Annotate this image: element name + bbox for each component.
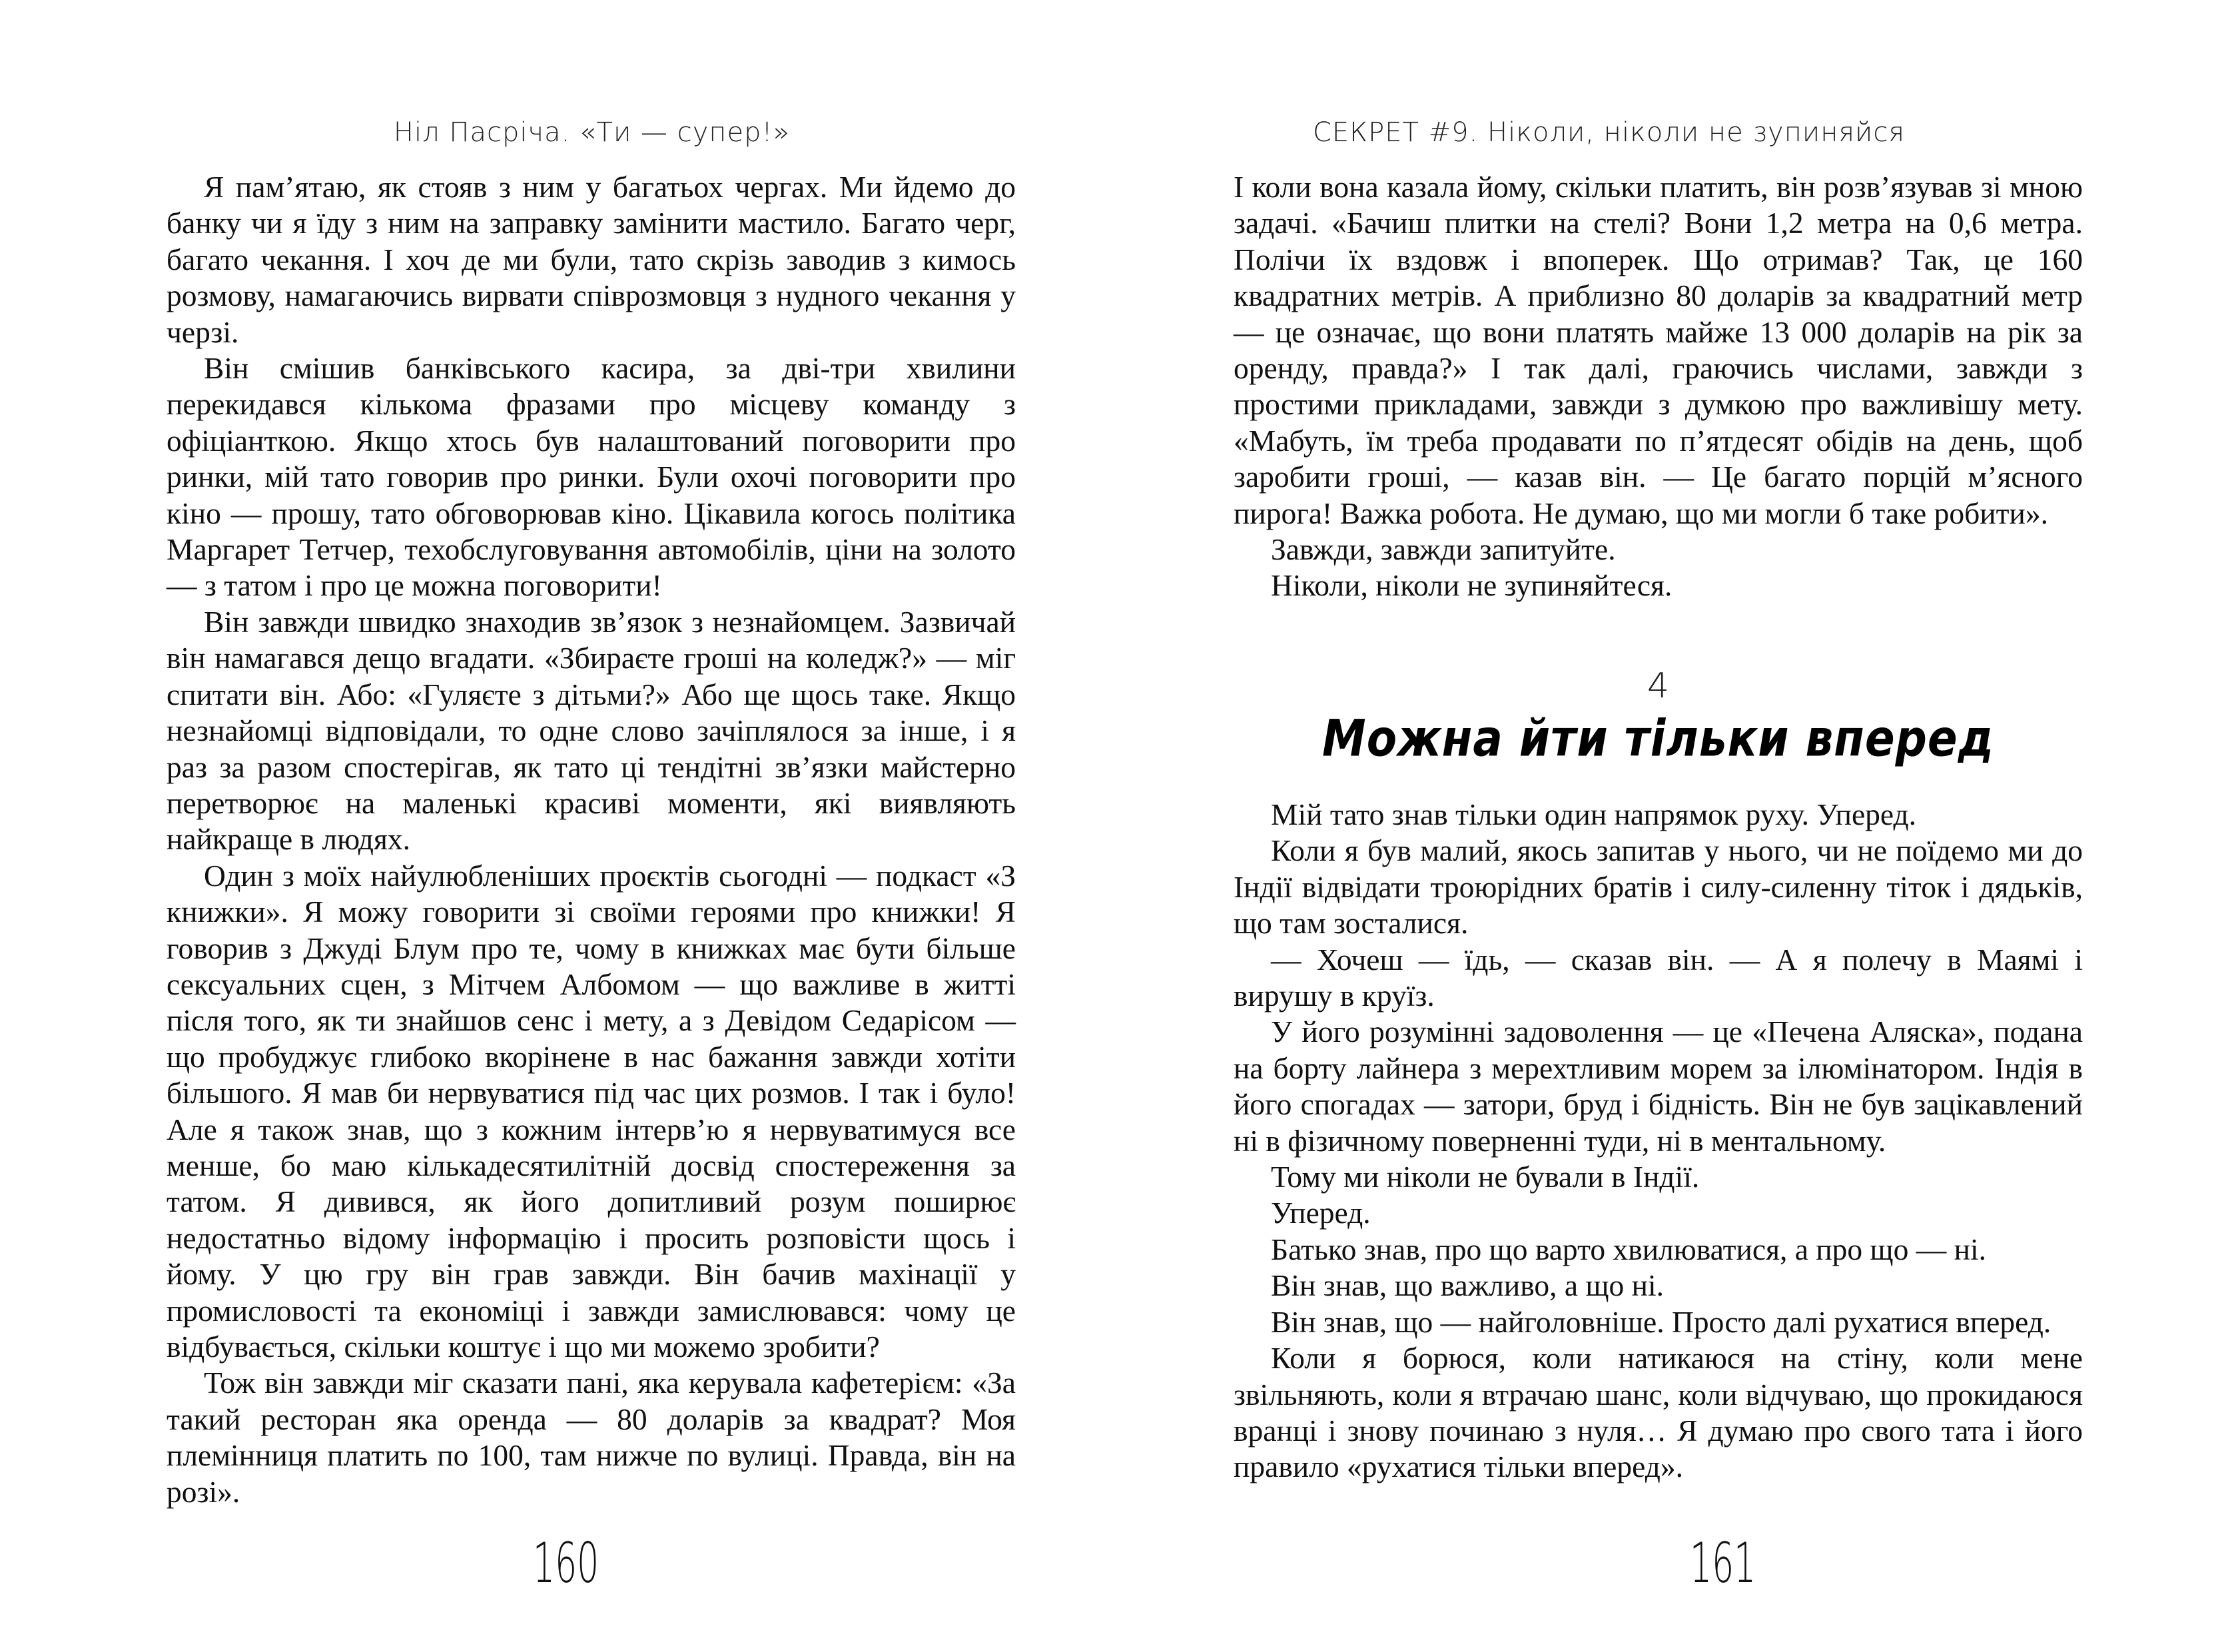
paragraph: У його розумінні задоволення — це «Печена Аляска», подана на борту лайнера з мерехтливим морем за ілюмінатором. Індія в його спогадах — затори, бруд і бідність. Він не був зацікавлений ні в фізичному поверненні туди, ні в ментальному. (1234, 1015, 2083, 1158)
paragraph: І коли вона казала йому, скільки платить, він розв’язував зі мною задачі. «Бачиш плитки на стелі? Вони 1,2 метра на 0,6 метра. Полічи їх вздовж і впоперек. Що отримав? Так, це 160 квадратних метрів. А приблизно 80 доларів за квадратний метр — це означає, що вони платять майже 13 000 доларів на рік за оренду, правда?» І так далі, граючись числами, завжди з простими прикладами, завжди з думкою про важливішу мету. «Мабуть, їм треба продавати по п’ятдесят обідів на день, щоб заробити гроші, — казав він. — Це багато порцій м’ясного пирога! Важка робота. Не думаю, що ми могли б таке робити». (1234, 170, 2083, 530)
paragraph: — Хочеш — їдь, — сказав він. — А я полечу в Маямі і вирушу в круїз. (1234, 942, 2083, 1013)
paragraph: Мій тато знав тільки один напрямок руху. Уперед. (1271, 797, 1917, 831)
page-number-right: 161 (1690, 1532, 1756, 1596)
right-body-text-top (1234, 169, 2083, 604)
running-head-right: СЕКРЕТ #9. Ніколи, ніколи не зупиняйся (1312, 117, 1906, 148)
paragraph: Батько знав, про що варто хвилюватися, а про що — ні. (1271, 1232, 1986, 1266)
right-body-text-bottom (1234, 797, 2083, 1485)
page-number-left: 160 (533, 1532, 599, 1596)
paragraph: Один з моїх найулюбленіших проєктів сьогодні — подкаст «З книжки». Я можу говорити зі своїми героями про книжки! Я говорив з Джуді Блум про те, чому в книжках має бути більше сексуальних сцен, з Мітчем Албомом — що важливе в житті після того, як ти знайшов сенс і мету, а з Девідом Седарісом — що пробуджує глибоко вкорінене в нас бажання завжди хотіти більшого. Я мав би нервуватися під час цих розмов. І так і було! Але я також знав, що з кожним інтерв’ю я нервуватимуся все менше, бо маю кількадесятилітній досвід спостереження за татом. Я дивився, як його допитливий розум поширює недостатньо відому інформацію і просить розповісти щось і йому. У цю гру він грав завжди. Він бачив махінації у промисловості та економіці і завжди замислювався: чому це відбувається, скільки коштує і що ми можемо зробити? (167, 858, 1016, 1364)
chapter-title: Можна йти тільки вперед (1322, 709, 1994, 768)
paragraph: Завжди, завжди запитуйте. (1271, 532, 1616, 567)
right-page (1117, 0, 2234, 1652)
paragraph: Коли я був малий, якось запитав у нього, чи не поїдемо ми до Індії відвідати троюрідних братів і силу-силенну тіток і дядьків, що там зосталися. (1234, 833, 2083, 941)
chapter-number: 4 (1647, 666, 1670, 706)
paragraph: Він знав, що важливо, а що ні. (1271, 1268, 1664, 1303)
paragraph: Він смішив банківського касира, за дві-три хвилини перекидався кількома фразами про місцеву команду з офіціанткою. Якщо хтось був налаштований поговорити про ринки, мій тато говорив про ринки. Були охочі поговорити про кіно — прошу, тато обговорював кіно. Цікавила когось політика Маргарет Тетчер, техобслуговування автомобілів, ціни на золото — з татом і про це можна поговорити! (167, 351, 1016, 603)
paragraph: Тож він завжди міг сказати пані, яка керувала кафетерієм: «За такий ресторан яка оренда — 80 доларів за квадрат? Моя племінниця платить по 100, там нижче по вулиці. Правда, він на розі». (167, 1366, 1016, 1509)
paragraph: Уперед. (1271, 1196, 1371, 1230)
paragraph: Ніколи, ніколи не зупиняйтеся. (1271, 568, 1673, 603)
left-body-text (167, 169, 1016, 1510)
paragraph: Він завжди швидко знаходив зв’язок з незнайомцем. Зазвичай він намагався дещо вгадати. «Збираєте гроші на коледж?» — міг спитати він. Або: «Гуляєте з дітьми?» Або ще щось таке. Якщо незнайомці відповідали, то одне слово зачіплялося за інше, і я раз за разом спостерігав, як тато ці тендітні зв’язки майстерно перетворює на маленькі красиві моменти, які виявляють найкраще в людях. (167, 604, 1016, 857)
running-head-left: Ніл Пасріча. «Ти — супер!» (393, 117, 791, 148)
paragraph: Він знав, що — найголовніше. Просто далі рухатися вперед. (1271, 1304, 2051, 1339)
paragraph: Тому ми ніколи не бували в Індії. (1271, 1160, 1700, 1194)
paragraph: Я пам’ятаю, як стояв з ним у багатьох чергах. Ми йдемо до банку чи я їду з ним на заправку замінити мастило. Багато черг, багато чекання. І хоч де ми були, тато скрізь заводив з кимось розмову, намагаючись вирвати співрозмовця з нудного чекання у черзі. (167, 170, 1016, 349)
paragraph: Коли я борюся, коли натикаюся на стіну, коли мене звільняють, коли я втрачаю шанс, коли відчуваю, що прокидаюся вранці і знову починаю з нуля… Я думаю про свого тата і його правило «рухатися тільки вперед». (1234, 1341, 2083, 1484)
